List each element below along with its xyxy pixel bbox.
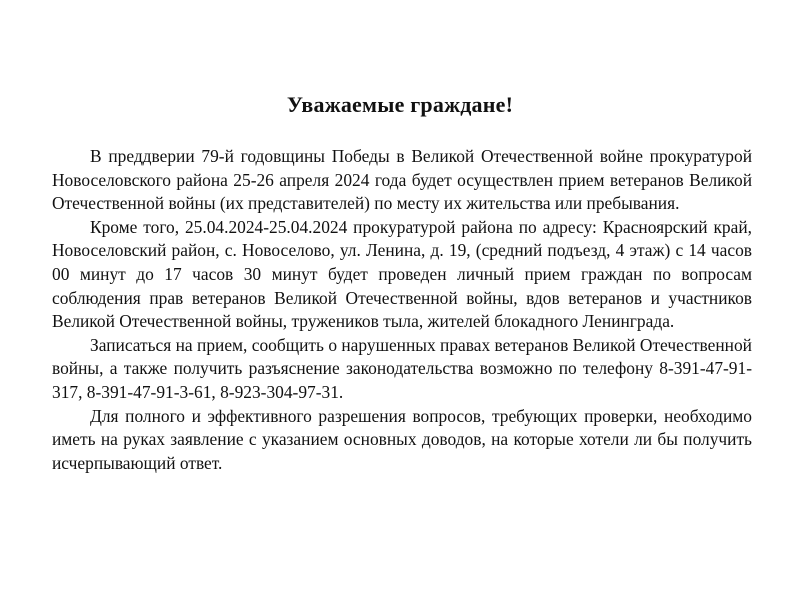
paragraph-victory-day-reception: В преддверии 79-й годовщины Победы в Великой Отечественной войне прокуратурой Новоселовского района 25-26 апреля 2024 года будет осуществлен прием ветеранов Великой Отечественной войны (их представителей) по месту их жительства или пребывания. [52,146,752,214]
paragraph-contact-phones: Записаться на прием, сообщить о нарушенных правах ветеранов Великой Отечественной войны, а также получить разъяснение законодательства возможно по телефону 8-391-47-91-317, 8-391-47-91-3-61, 8-923-304-97-31. [52,334,752,402]
document-title: Уважаемые граждане! [286,92,514,117]
paragraph-personal-reception: Кроме того, 25.04.2024-25.04.2024 прокуратурой района по адресу: Красноярский край, Новоселовский район, с. Новоселово, ул. Ленина, д. 19, (средний подъезд, 4 этаж) с 14 часов 00 минут до 17 часов 30 минут будет проведен личный прием граждан по вопросам соблюдения прав ветеранов Великой Отечественной войны, вдов ветеранов и участников Великой Отечественной войны, тружеников тыла, жителей блокадного Ленинграда. [52,216,752,332]
document-body [52,145,752,475]
paragraph-application-requirements: Для полного и эффективного разрешения вопросов, требующих проверки, необходимо иметь на руках заявление с указанием основных доводов, на которые хотели ли бы получить исчерпывающий ответ. [52,405,752,473]
